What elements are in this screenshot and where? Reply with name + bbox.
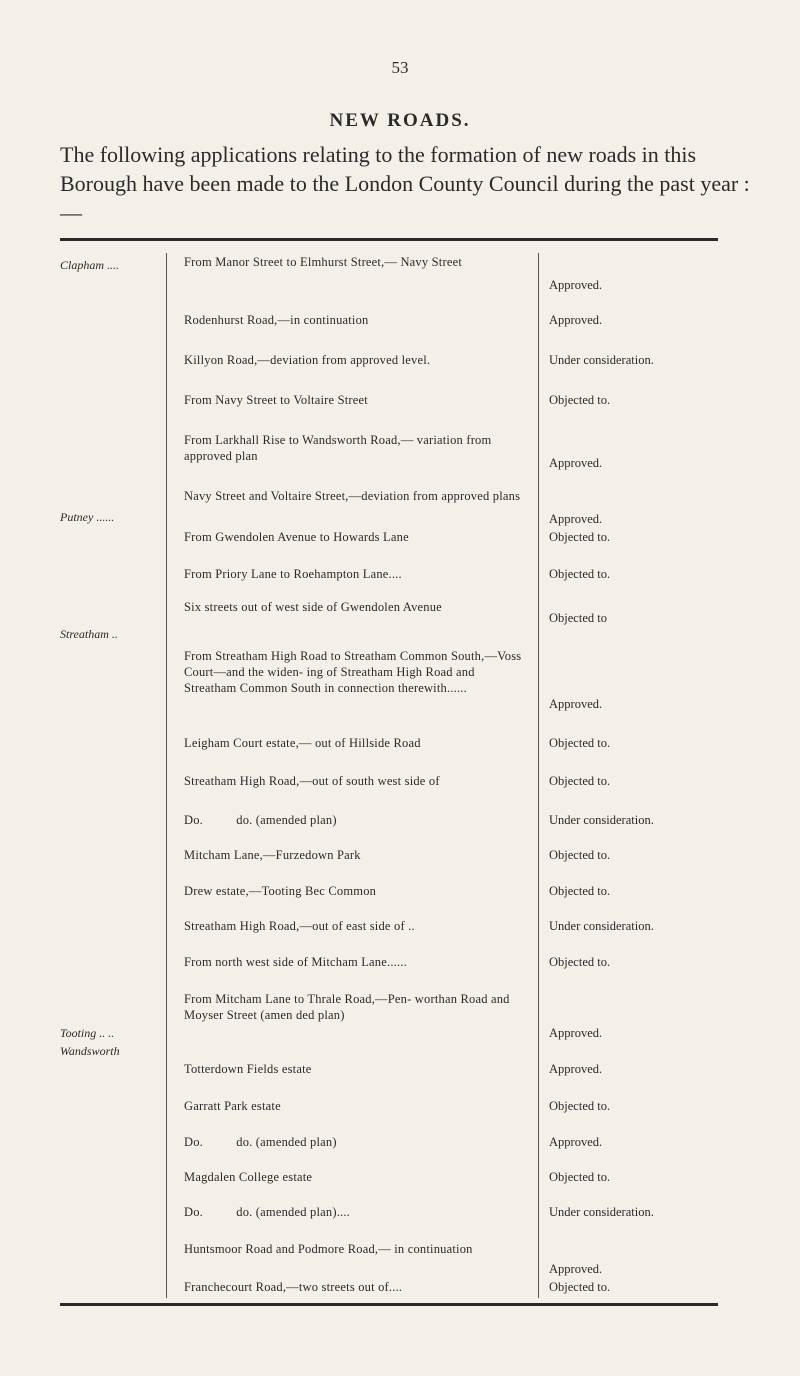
application-status: Objected to. (549, 1280, 611, 1294)
column-divider-left (166, 253, 167, 1298)
application-status: Objected to. (549, 1099, 611, 1113)
application-status: Objected to. (549, 736, 611, 750)
road-description: From Priory Lane to Roehampton Lane.... (184, 567, 402, 581)
road-description: Six streets out of west side of Gwendolen Avenue (184, 600, 442, 614)
road-description: Killyon Road,—deviation from approved level. (184, 353, 431, 367)
district-clapham: Clapham .... (60, 258, 120, 272)
road-description: Mitcham Lane,—Furzedown Park (184, 848, 361, 862)
application-status: Approved. (549, 512, 603, 526)
road-description: From Streatham High Road to Streatham Common South,—Voss Court—and the widen- ing of Streatham High Road and Streatham Common South in connection therewith...... (184, 649, 522, 695)
application-status: Under consideration. (549, 1205, 654, 1219)
application-status: Objected to. (549, 774, 611, 788)
road-description: From Navy Street to Voltaire Street (184, 393, 368, 407)
road-description: From Mitcham Lane to Thrale Road,—Pen- worthan Road and Moyser Street (amen ded plan) (184, 992, 510, 1022)
road-description: From north west side of Mitcham Lane...... (184, 955, 407, 969)
application-status: Approved. (549, 1062, 603, 1076)
district-wandsworth: Wandsworth (60, 1044, 120, 1058)
road-description: Magdalen College estate (184, 1170, 313, 1184)
district-streatham: Streatham .. (60, 627, 118, 641)
column-divider-right (538, 253, 539, 1298)
new-roads-table (60, 241, 718, 1303)
road-description: Huntsmoor Road and Podmore Road,— in continuation (184, 1242, 473, 1256)
application-status: Approved. (549, 1262, 603, 1276)
road-description: Leigham Court estate,— out of Hillside Road (184, 736, 421, 750)
road-description: From Manor Street to Elmhurst Street,— Navy Street (184, 255, 463, 269)
application-status: Under consideration. (549, 919, 654, 933)
application-status: Objected to (549, 611, 607, 625)
application-status: Objected to. (549, 848, 611, 862)
application-status: Objected to. (549, 567, 611, 581)
road-description: From Gwendolen Avenue to Howards Lane (184, 530, 409, 544)
road-description: Garratt Park estate (184, 1099, 281, 1113)
road-description: Do. do. (amended plan) (184, 1135, 337, 1149)
application-status: Approved. (549, 697, 603, 711)
road-description: Do. do. (amended plan) (184, 813, 337, 827)
application-status: Objected to. (549, 393, 611, 407)
application-status: Objected to. (549, 955, 611, 969)
road-description: Streatham High Road,—out of south west side of (184, 774, 440, 788)
application-status: Approved. (549, 1135, 603, 1149)
application-status: Objected to. (549, 1170, 611, 1184)
road-description: Streatham High Road,—out of east side of .. (184, 919, 415, 933)
page-heading: NEW ROADS. (329, 110, 471, 131)
intro-paragraph: The following applications relating to the formation of new roads in this Borough have been made to the London County Council during the past year :— (60, 142, 750, 225)
road-description: Do. do. (amended plan).... (184, 1205, 350, 1219)
road-description: From Larkhall Rise to Wandsworth Road,— variation from approved plan (184, 433, 492, 463)
road-description: Totterdown Fields estate (184, 1062, 312, 1076)
road-description: Franchecourt Road,—two streets out of.... (184, 1280, 403, 1294)
road-description: Drew estate,—Tooting Bec Common (184, 884, 377, 898)
application-status: Under consideration. (549, 353, 654, 367)
road-description: Rodenhurst Road,—in continuation (184, 313, 369, 327)
district-tooting: Tooting .. .. (60, 1026, 115, 1040)
table-bottom-rule (60, 1303, 718, 1306)
application-status: Objected to. (549, 530, 611, 544)
application-status: Objected to. (549, 884, 611, 898)
application-status: Approved. (549, 278, 603, 292)
application-status: Approved. (549, 1026, 603, 1040)
application-status: Approved. (549, 313, 603, 327)
application-status: Under consideration. (549, 813, 654, 827)
page-number: 53 (391, 58, 409, 77)
district-putney: Putney ...... (60, 510, 115, 524)
application-status: Approved. (549, 456, 603, 470)
road-description: Navy Street and Voltaire Street,—deviation from approved plans (184, 489, 521, 503)
